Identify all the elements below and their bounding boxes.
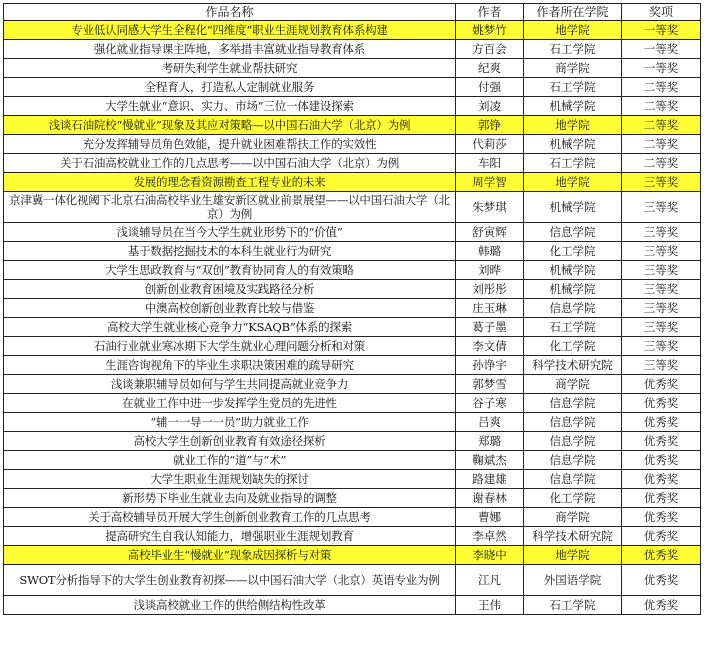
cell-college: 科学技术研究院 (524, 527, 622, 546)
cell-title: 强化就业指导课主阵地，多举措丰富就业指导教育体系 (4, 40, 456, 59)
cell-college: 信息学院 (524, 299, 622, 318)
cell-award: 二等奖 (622, 78, 701, 97)
cell-author: 朱梦琪 (456, 192, 524, 223)
cell-title: 石油行业就业寒冰期下大学生就业心理问题分析和对策 (4, 337, 456, 356)
cell-college: 机械学院 (524, 280, 622, 299)
cell-college: 化工学院 (524, 337, 622, 356)
table-header-row (4, 4, 701, 21)
cell-title: 创新创业教育困境及实践路径分析 (4, 280, 456, 299)
cell-award: 优秀奖 (622, 527, 701, 546)
cell-author: 纪爽 (456, 59, 524, 78)
cell-author: 鞠斌杰 (456, 451, 524, 470)
cell-author: 曹娜 (456, 508, 524, 527)
table-row (4, 97, 701, 116)
cell-title: “辅一一导一一员”助力就业工作 (4, 413, 456, 432)
cell-author: 付强 (456, 78, 524, 97)
cell-title: 在就业工作中进一步发挥学生党员的先进性 (4, 394, 456, 413)
cell-author: 郭梦雪 (456, 375, 524, 394)
table-row (4, 565, 701, 596)
cell-award: 二等奖 (622, 97, 701, 116)
cell-title: 高校大学生创新创业教育有效途径探析 (4, 432, 456, 451)
cell-award: 一等奖 (622, 21, 701, 40)
cell-award: 优秀奖 (622, 565, 701, 596)
cell-award: 优秀奖 (622, 596, 701, 615)
header-award: 奖项 (622, 4, 701, 21)
cell-college: 信息学院 (524, 223, 622, 242)
cell-author: 代莉莎 (456, 135, 524, 154)
cell-college: 石工学院 (524, 78, 622, 97)
table-row (4, 21, 701, 40)
cell-college: 信息学院 (524, 413, 622, 432)
table-row (4, 489, 701, 508)
cell-college: 机械学院 (524, 261, 622, 280)
table-row (4, 192, 701, 223)
cell-author: 韩璐 (456, 242, 524, 261)
cell-author: 谢春林 (456, 489, 524, 508)
award-table-container (3, 3, 701, 615)
cell-author: 刘彤彤 (456, 280, 524, 299)
cell-title: SWOT分析指导下的大学生创业教育初探——以中国石油大学（北京）英语专业为例 (4, 565, 456, 596)
cell-author: 郭铮 (456, 116, 524, 135)
cell-award: 优秀奖 (622, 394, 701, 413)
cell-college: 信息学院 (524, 394, 622, 413)
cell-award: 优秀奖 (622, 432, 701, 451)
table-row (4, 242, 701, 261)
cell-award: 优秀奖 (622, 546, 701, 565)
header-college: 作者所在学院 (524, 4, 622, 21)
cell-college: 机械学院 (524, 97, 622, 116)
cell-college: 科学技术研究院 (524, 356, 622, 375)
cell-author: 方百会 (456, 40, 524, 59)
table-row (4, 375, 701, 394)
cell-author: 李卓然 (456, 527, 524, 546)
cell-author: 孙诤宇 (456, 356, 524, 375)
cell-college: 地学院 (524, 21, 622, 40)
table-row (4, 135, 701, 154)
cell-award: 优秀奖 (622, 470, 701, 489)
cell-title: 全程育人，打造私人定制就业服务 (4, 78, 456, 97)
cell-college: 机械学院 (524, 135, 622, 154)
table-row (4, 318, 701, 337)
table-row (4, 299, 701, 318)
cell-award: 三等奖 (622, 356, 701, 375)
table-body (4, 21, 701, 615)
cell-college: 石工学院 (524, 40, 622, 59)
table-row (4, 356, 701, 375)
cell-title: 关于石油高校就业工作的几点思考——以中国石油大学（北京）为例 (4, 154, 456, 173)
table-row (4, 78, 701, 97)
table-row (4, 154, 701, 173)
cell-award: 二等奖 (622, 154, 701, 173)
cell-college: 信息学院 (524, 451, 622, 470)
cell-award: 三等奖 (622, 280, 701, 299)
cell-award: 一等奖 (622, 59, 701, 78)
cell-award: 优秀奖 (622, 489, 701, 508)
cell-author: 王伟 (456, 596, 524, 615)
cell-title: 基于数据挖掘技术的本科生就业行为研究 (4, 242, 456, 261)
cell-title: 专业低认同感大学生全程化“四维度”职业生涯规划教育体系构建 (4, 21, 456, 40)
cell-college: 地学院 (524, 546, 622, 565)
cell-author: 周学智 (456, 173, 524, 192)
cell-title: 充分发挥辅导员角色效能，提升就业困难帮扶工作的实效性 (4, 135, 456, 154)
table-row (4, 596, 701, 615)
table-row (4, 261, 701, 280)
cell-college: 机械学院 (524, 192, 622, 223)
cell-award: 三等奖 (622, 299, 701, 318)
table-row (4, 116, 701, 135)
cell-college: 石工学院 (524, 154, 622, 173)
cell-title: 高校大学生就业核心竞争力“KSAQB”体系的探索 (4, 318, 456, 337)
cell-title: 关于高校辅导员开展大学生创新创业教育工作的几点思考 (4, 508, 456, 527)
cell-title: 浅谈石油院校“慢就业”现象及其应对策略—以中国石油大学（北京）为例 (4, 116, 456, 135)
cell-award: 三等奖 (622, 192, 701, 223)
cell-award: 三等奖 (622, 261, 701, 280)
cell-college: 石工学院 (524, 596, 622, 615)
cell-award: 三等奖 (622, 242, 701, 261)
cell-author: 刘晔 (456, 261, 524, 280)
cell-award: 优秀奖 (622, 508, 701, 527)
cell-title: 高校毕业生“慢就业”现象成因探析与对策 (4, 546, 456, 565)
cell-title: 大学生就业“意识、实力、市场”三位一体建设探索 (4, 97, 456, 116)
cell-award: 三等奖 (622, 173, 701, 192)
table-row (4, 527, 701, 546)
table-row (4, 451, 701, 470)
cell-college: 地学院 (524, 173, 622, 192)
cell-award: 三等奖 (622, 318, 701, 337)
cell-author: 李文倩 (456, 337, 524, 356)
table-row (4, 413, 701, 432)
cell-college: 信息学院 (524, 470, 622, 489)
table-row (4, 546, 701, 565)
cell-title: 新形势下毕业生就业去向及就业指导的调整 (4, 489, 456, 508)
cell-award: 优秀奖 (622, 413, 701, 432)
cell-award: 三等奖 (622, 337, 701, 356)
cell-title: 浅谈兼职辅导员如何与学生共同提高就业竞争力 (4, 375, 456, 394)
cell-college: 化工学院 (524, 489, 622, 508)
cell-college: 商学院 (524, 375, 622, 394)
cell-title: 考研失利学生就业帮扶研究 (4, 59, 456, 78)
cell-award: 三等奖 (622, 223, 701, 242)
cell-college: 信息学院 (524, 432, 622, 451)
cell-author: 路建雄 (456, 470, 524, 489)
cell-author: 姚梦竹 (456, 21, 524, 40)
cell-college: 商学院 (524, 59, 622, 78)
cell-title: 浅谈辅导员在当今大学生就业形势下的“价值” (4, 223, 456, 242)
table-row (4, 223, 701, 242)
cell-author: 郑璐 (456, 432, 524, 451)
cell-author: 江凡 (456, 565, 524, 596)
cell-title: 中澳高校创新创业教育比较与借鉴 (4, 299, 456, 318)
cell-author: 舒寅辉 (456, 223, 524, 242)
cell-title: 就业工作的“道”与“术” (4, 451, 456, 470)
cell-title: 提高研究生自我认知能力，增强职业生涯规划教育 (4, 527, 456, 546)
cell-college: 石工学院 (524, 318, 622, 337)
table-row (4, 394, 701, 413)
cell-author: 葛子墨 (456, 318, 524, 337)
cell-author: 车阳 (456, 154, 524, 173)
cell-author: 吕爽 (456, 413, 524, 432)
cell-title: 浅谈高校就业工作的供给侧结构性改革 (4, 596, 456, 615)
table-row (4, 280, 701, 299)
cell-college: 外国语学院 (524, 565, 622, 596)
cell-award: 二等奖 (622, 135, 701, 154)
cell-award: 优秀奖 (622, 375, 701, 394)
table-row (4, 173, 701, 192)
table-row (4, 40, 701, 59)
table-row (4, 508, 701, 527)
cell-award: 优秀奖 (622, 451, 701, 470)
cell-title: 京津冀一体化视阈下北京石油高校毕业生雄安新区就业前景展望——以中国石油大学（北京）为例 (4, 192, 456, 223)
cell-title: 发展的理念看资源勘查工程专业的未来 (4, 173, 456, 192)
award-table (3, 3, 701, 615)
cell-title: 大学生职业生涯规划缺失的探讨 (4, 470, 456, 489)
cell-college: 商学院 (524, 508, 622, 527)
cell-award: 一等奖 (622, 40, 701, 59)
cell-title: 大学生思政教育与“双创”教育协同育人的有效策略 (4, 261, 456, 280)
cell-college: 地学院 (524, 116, 622, 135)
cell-author: 庄玉琳 (456, 299, 524, 318)
cell-author: 谷子寒 (456, 394, 524, 413)
cell-author: 李晓中 (456, 546, 524, 565)
cell-award: 二等奖 (622, 116, 701, 135)
table-row (4, 432, 701, 451)
cell-title: 生涯咨询视角下的毕业生求职决策困难的疏导研究 (4, 356, 456, 375)
table-row (4, 470, 701, 489)
cell-college: 化工学院 (524, 242, 622, 261)
header-title: 作品名称 (4, 4, 456, 21)
table-row (4, 337, 701, 356)
table-row (4, 59, 701, 78)
header-author: 作者 (456, 4, 524, 21)
cell-author: 刘凌 (456, 97, 524, 116)
